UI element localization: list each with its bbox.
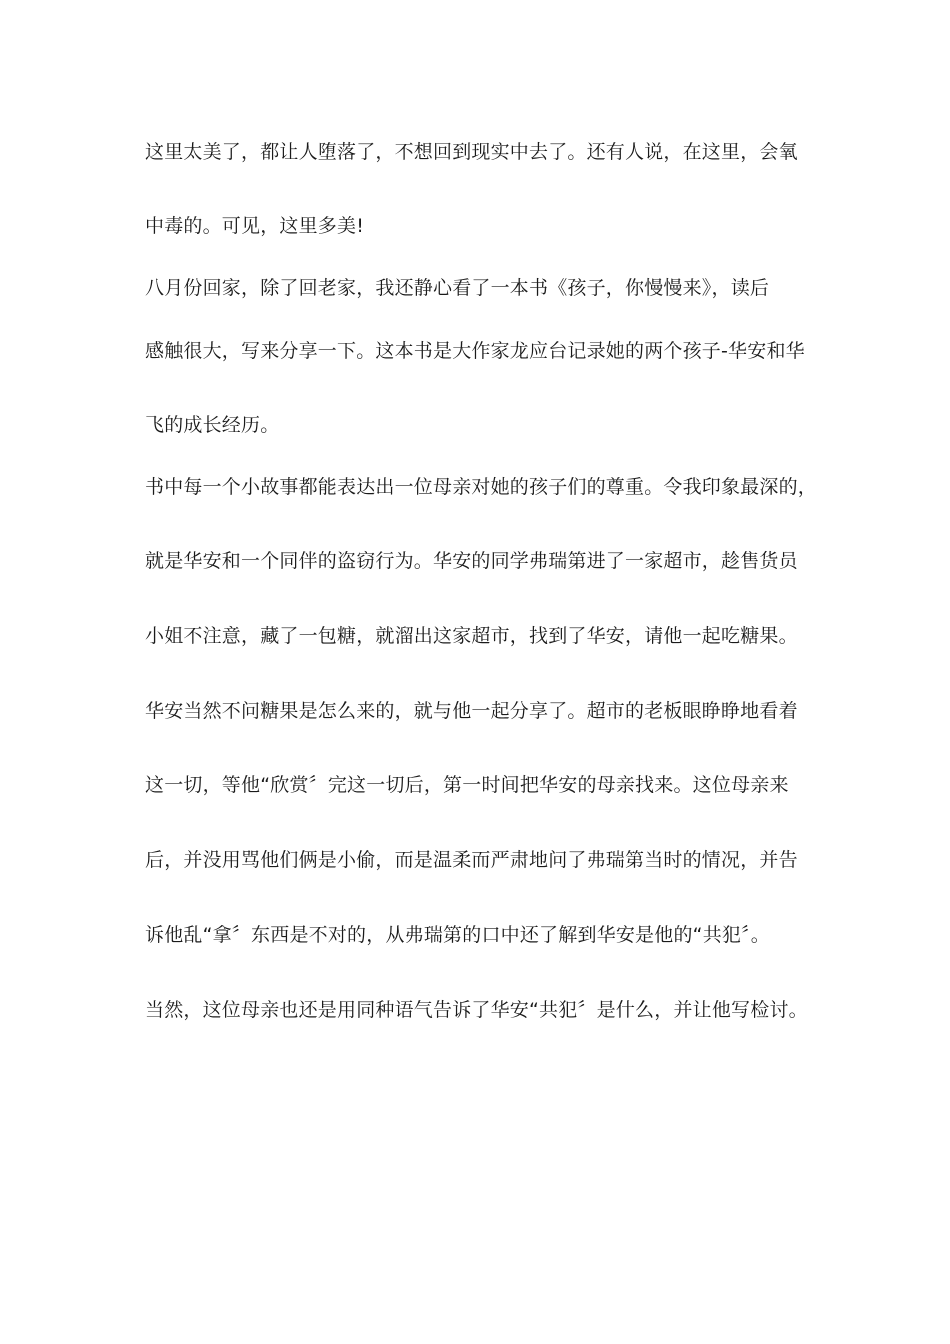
paragraph-3-line-4: 华安当然不问糖果是怎么来的，就与他一起分享了。超市的老板眼睁睁地看着 <box>145 700 798 722</box>
paragraph-3-line-6: 后，并没用骂他们俩是小偷，而是温柔而严肃地问了弗瑞第当时的情况，并告 <box>145 849 798 871</box>
paragraph-1-line-2: 中毒的。可见，这里多美! <box>145 215 365 237</box>
paragraph-3-line-5: 这一切，等他“欣赏〞完这一切后，第一时间把华安的母亲找来。这位母亲来 <box>145 774 789 796</box>
paragraph-3-line-3: 小姐不注意，藏了一包糖，就溜出这家超市，找到了华安，请他一起吃糖果。 <box>145 625 798 647</box>
paragraph-3-line-7: 诉他乱“拿〞东西是不对的，从弗瑞第的口中还了解到华安是他的“共犯〞。 <box>145 924 770 946</box>
paragraph-1-line-1: 这里太美了，都让人堕落了，不想回到现实中去了。还有人说，在这里，会氧 <box>145 141 798 163</box>
paragraph-2-line-2: 感触很大，写来分享一下。这本书是大作家龙应台记录她的两个孩子-华安和华 <box>145 340 805 362</box>
paragraph-3-line-1: 书中每一个小故事都能表达出一位母亲对她的孩子们的尊重。令我印象最深的， <box>145 476 818 498</box>
paragraph-2-line-3: 飞的成长经历。 <box>145 414 280 436</box>
paragraph-2-line-1: 八月份回家，除了回老家，我还静心看了一本书《孩子，你慢慢来》，读后 <box>145 277 770 299</box>
paragraph-3-line-2: 就是华安和一个同伴的盗窃行为。华安的同学弗瑞第进了一家超市，趁售货员 <box>145 550 798 572</box>
paragraph-3-line-8: 当然，这位母亲也还是用同种语气告诉了华安“共犯〞是什么，并让他写检讨。 <box>145 999 808 1021</box>
